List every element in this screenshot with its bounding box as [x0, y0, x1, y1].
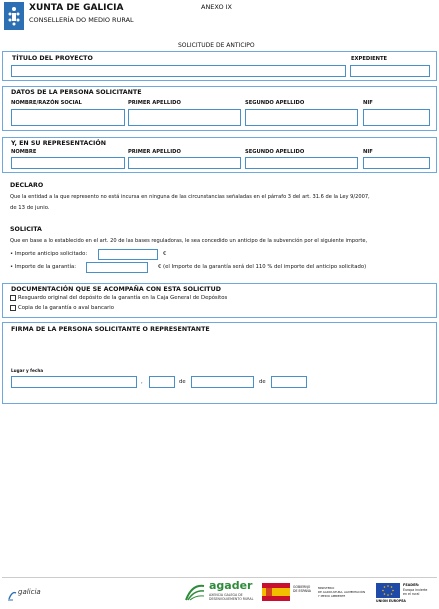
form-title: SOLICITUDE DE ANTICIPO	[178, 42, 255, 49]
galicia-shield-icon	[4, 2, 24, 30]
ministry-line-1: GOBIERNO	[293, 585, 311, 589]
representative-panel	[2, 137, 437, 173]
signature-panel	[2, 322, 437, 404]
guarantee-field[interactable]	[86, 262, 148, 273]
project-title-field[interactable]	[11, 65, 346, 77]
signature-section-title: FIRMA DE LA PERSONA SOLICITANTE O REPRESENTANTE	[11, 326, 210, 333]
declaro-line-2: de 13 de junio.	[10, 205, 50, 211]
representative-name-label: NOMBRE	[11, 149, 37, 155]
applicant-surname2-label: SEGUNDO APELLIDO	[245, 100, 305, 106]
representative-nif-label: NIF	[363, 149, 373, 155]
eu-flag-icon	[376, 583, 400, 598]
annex-label: ANEXO IX	[201, 3, 233, 11]
date-de-1: de	[179, 379, 186, 385]
doc-option-2-checkbox[interactable]	[10, 305, 16, 311]
agader-logo-icon	[184, 582, 206, 602]
year-field[interactable]	[271, 376, 307, 388]
agader-sub-1: AXENCIA GALEGA DE	[209, 593, 243, 597]
documentation-panel	[2, 283, 437, 318]
date-de-2: de	[259, 379, 266, 385]
expedient-field[interactable]	[350, 65, 430, 77]
ministry-sub-3: Y MEDIO AMBIENTE	[318, 594, 346, 598]
project-panel	[2, 51, 437, 81]
applicant-surname2-field[interactable]	[245, 109, 358, 126]
applicant-name-label: NOMBRE/RAZÓN SOCIAL	[11, 100, 82, 106]
applicant-surname1-label: PRIMER APELLIDO	[128, 100, 181, 106]
representative-section-title: Y, EN SU REPRESENTACIÓN	[11, 140, 106, 147]
agader-brand: agader	[209, 579, 253, 592]
org-subtitle: CONSELLERÍA DO MEDIO RURAL	[29, 16, 134, 24]
solicita-line-1: Que en base a lo establecido en el art. 20 de las bases reguladoras, le sea concedido un anticipo de la subvención por el siguiente importe,	[10, 238, 368, 244]
feader-line-3: en el rural	[403, 592, 420, 596]
galicia-brand: galicia	[18, 588, 41, 596]
solicita-title: SOLICITA	[10, 226, 42, 233]
applicant-nif-field[interactable]	[363, 109, 430, 126]
amount-label: • Importe anticipo solicitado:	[10, 251, 88, 257]
galicia-logo-icon	[7, 586, 17, 598]
feader-line-1: FEADER:	[403, 583, 420, 587]
doc-option-2-label: Copia de la garantía o aval bancario	[18, 304, 114, 311]
ministry-line-2: DE ESPAÑA	[293, 589, 311, 593]
representative-surname2-label: SEGUNDO APELLIDO	[245, 149, 305, 155]
representative-surname1-label: PRIMER APELLIDO	[128, 149, 181, 155]
declaro-title: DECLARO	[10, 182, 44, 189]
month-field[interactable]	[191, 376, 254, 388]
project-title-label: TÍTULO DEL PROYECTO	[12, 55, 93, 62]
expedient-label: EXPEDIENTE	[351, 56, 388, 62]
eu-label: UNIÓN EUROPEA	[376, 599, 406, 603]
doc-option-1-checkbox[interactable]	[10, 295, 16, 301]
documentation-section-title: DOCUMENTACIÓN QUE SE ACOMPAÑA CON ESTA SOLICITUD	[11, 286, 221, 293]
day-field[interactable]	[149, 376, 175, 388]
representative-surname2-field[interactable]	[245, 157, 358, 169]
agader-sub-2: DESENVOLVEMENTO RURAL	[209, 597, 254, 601]
representative-name-field[interactable]	[11, 157, 125, 169]
applicant-nif-label: NIF	[363, 100, 373, 106]
guarantee-label: • Importe de la garantía:	[10, 264, 77, 270]
applicant-section-title: DATOS DE LA PERSONA SOLICITANTE	[11, 89, 142, 96]
spain-coat-of-arms-icon	[262, 583, 290, 601]
doc-option-1-label: Resguardo original del depósito de la garantía en la Caja General de Depósitos	[18, 294, 228, 301]
representative-nif-field[interactable]	[363, 157, 430, 169]
footer-divider	[2, 577, 437, 578]
place-date-label: Lugar y fecha	[11, 368, 44, 373]
amount-field[interactable]	[98, 249, 158, 260]
applicant-surname1-field[interactable]	[128, 109, 241, 126]
xunta-logo	[4, 2, 24, 30]
declaro-line-1: Que la entidad a la que represento no está incursa en ninguna de las circunstancias señaladas en el párrafo 3 del art. 31.6 de la Ley 9/2007,	[10, 194, 370, 200]
date-comma: ,	[141, 379, 143, 385]
feader-line-2: Europa invierte	[403, 588, 428, 592]
amount-unit: €	[163, 251, 167, 257]
org-title: XUNTA DE GALICIA	[29, 3, 124, 13]
applicant-name-field[interactable]	[11, 109, 125, 126]
place-field[interactable]	[11, 376, 137, 388]
representative-surname1-field[interactable]	[128, 157, 241, 169]
spain-government-logo	[262, 583, 290, 601]
applicant-panel	[2, 86, 437, 131]
ministry-sub-2: DE AGRICULTURA, ALIMENTACIÓN	[318, 590, 366, 594]
ministry-sub-1: MINISTERIO	[318, 586, 335, 590]
guarantee-note: € (el Importe de la garantía será del 110 % del importe del anticipo solicitado)	[158, 264, 367, 270]
